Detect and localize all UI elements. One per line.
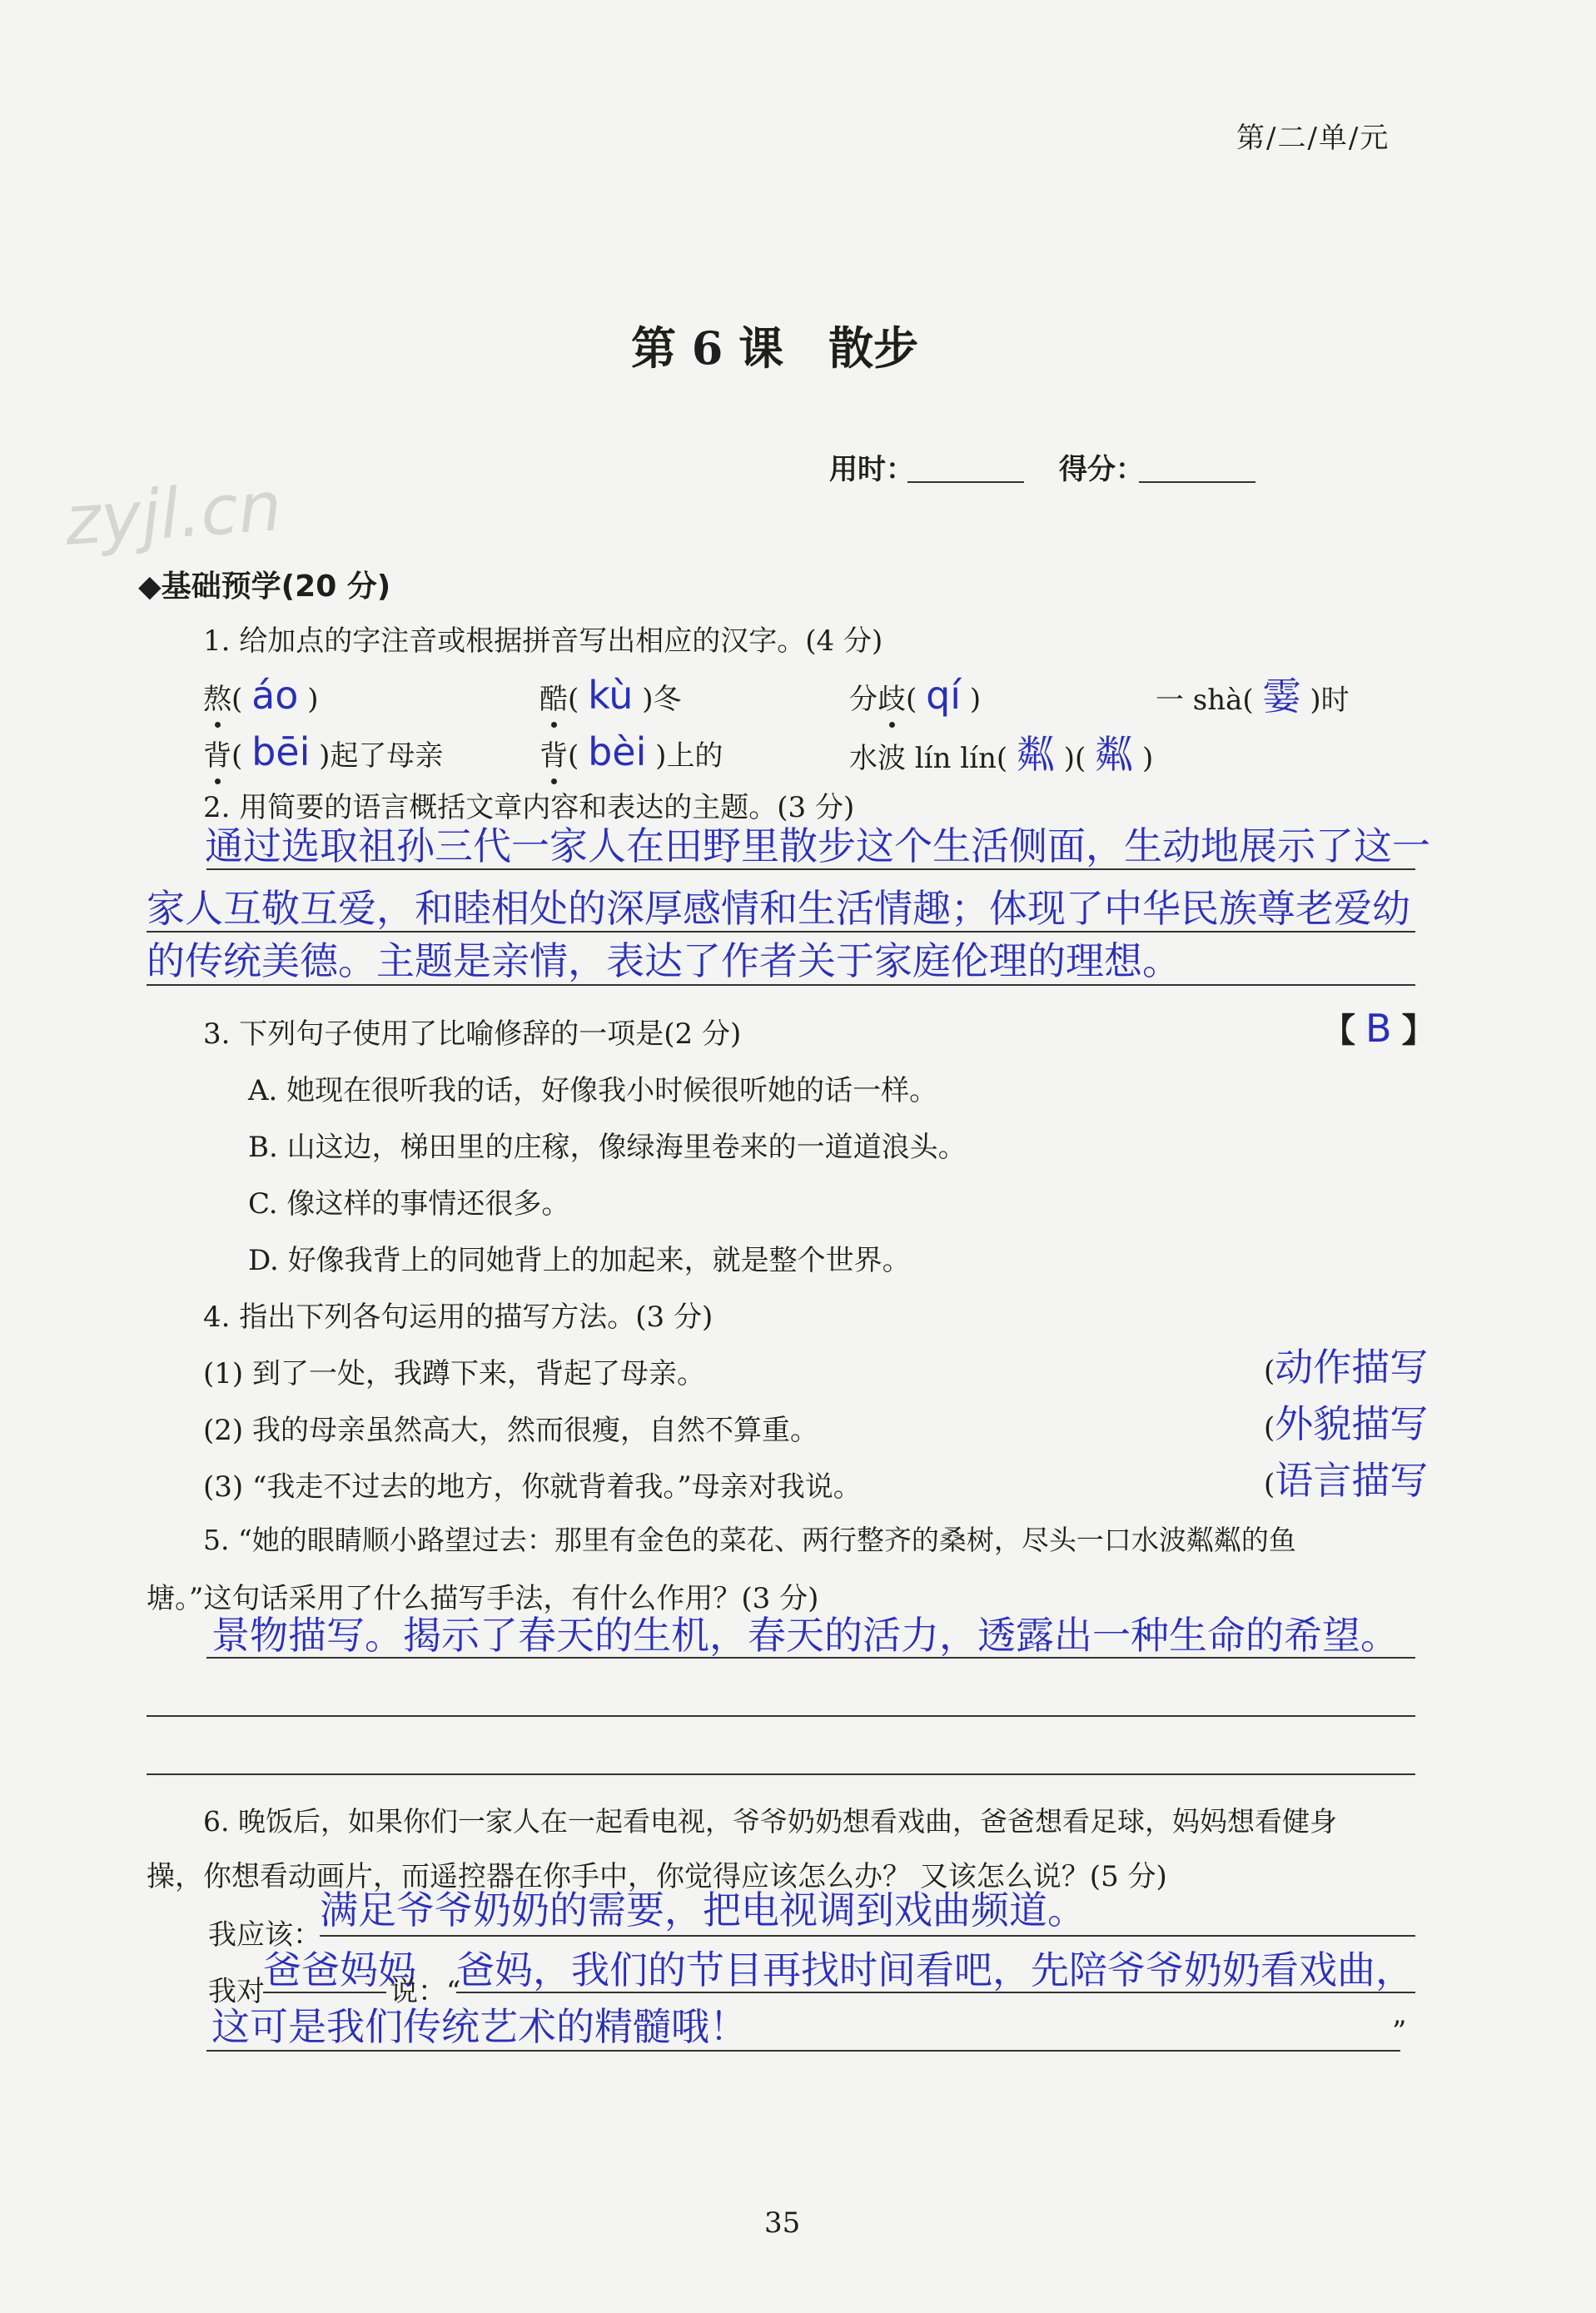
q1-item-2: 酷( kù )冬	[539, 673, 682, 718]
q4-answer-2: (外貌描写	[1264, 1401, 1429, 1446]
answer-line	[206, 2050, 1400, 2052]
answer: 粼	[1016, 732, 1055, 777]
answer: kù	[588, 673, 634, 718]
q2-prompt: 2. 用简要的语言概括文章内容和表达的主题。(3 分)	[203, 791, 855, 824]
q3-option-c: C. 像这样的事情还很多。	[248, 1187, 570, 1221]
q4-answer-1: (动作描写	[1264, 1345, 1429, 1390]
answer-line	[206, 868, 1415, 870]
q2-answer-line-2: 家人互敬互爱，和睦相处的深厚感情和生活情趣；体现了中华民族尊老爱幼	[147, 886, 1410, 931]
answer: bēi	[251, 729, 311, 774]
q6-close-quote: ”	[1392, 2015, 1407, 2048]
answer-line	[263, 1992, 386, 1993]
unit-header: 第/二/单/元	[1236, 122, 1390, 155]
q4-item-3: (3) “我走不过去的地方，你就背着我。”母亲对我说。	[203, 1470, 862, 1504]
q5-answer: 景物描写。揭示了春天的生机，春天的活力，透露出一种生命的希望。	[211, 1613, 1399, 1658]
answer-line	[147, 1773, 1415, 1775]
score-label: 得分：	[1059, 453, 1144, 486]
q4-answer-3: (语言描写	[1264, 1458, 1429, 1503]
q3-option-a: A. 她现在很听我的话，好像我小时候很听她的话一样。	[248, 1074, 938, 1107]
answer: 粼	[1095, 732, 1134, 777]
time-label: 用时：	[829, 453, 914, 486]
time-blank	[907, 481, 1024, 483]
q1-item-7: 水波 lín lín( 粼 )( 粼 )	[849, 732, 1154, 777]
q5-prompt-line-1: 5. “她的眼睛顺小路望过去：那里有金色的菜花、两行整齐的桑树，尽头一口水波粼粼的鱼	[203, 1524, 1296, 1556]
answer: 动作描写	[1275, 1345, 1429, 1390]
q3-option-d: D. 好像我背上的同她背上的加起来，就是整个世界。	[248, 1244, 911, 1277]
q4-prompt: 4. 指出下列各句运用的描写方法。(3 分)	[203, 1301, 713, 1334]
q6-should-label: 我应该：	[208, 1918, 321, 1952]
answer-line	[206, 1657, 1415, 1659]
q5-prompt-line-2: 塘。”这句话采用了什么描写手法，有什么作用？(3 分)	[147, 1582, 819, 1615]
q1-item-4: 一 shà( 霎 )时	[1156, 674, 1350, 719]
q6-say-pre: 我对	[208, 1975, 265, 2008]
answer-line	[456, 1992, 1415, 1993]
q1-item-1: 熬( áo )	[203, 673, 319, 718]
q1-item-5: 背( bēi )起了母亲	[203, 729, 444, 774]
answer: áo	[251, 673, 299, 718]
q3-answer-bracket: 【 B 】	[1322, 1006, 1435, 1051]
answer-line	[320, 1935, 1415, 1937]
q2-answer-line-1: 通过选取祖孙三代一家人在田野里散步这个生活侧面，生动地展示了这一	[205, 823, 1430, 868]
answer: 霎	[1262, 674, 1301, 719]
watermark: zyjl.cn	[62, 467, 285, 561]
q2-answer-line-3: 的传统美德。主题是亲情，表达了作者关于家庭伦理的理想。	[147, 938, 1181, 983]
section-title: ◆基础预学(20 分)	[138, 570, 391, 604]
q6-say-answer-2: 这可是我们传统艺术的精髓哦！	[211, 2004, 748, 2049]
q1-item-3: 分歧( qí )	[849, 673, 982, 718]
dotted-char: 熬	[203, 683, 231, 716]
answer: 外貌描写	[1275, 1401, 1429, 1446]
dotted-char: 背	[203, 739, 231, 773]
q6-prompt-line-2: 操，你想看动画片，而遥控器在你手中，你觉得应该怎么办？ 又该怎么说？(5 分)	[147, 1860, 1167, 1893]
score-blank	[1139, 481, 1255, 483]
answer: qí	[926, 673, 962, 718]
q6-say-who: 爸爸妈妈	[263, 1947, 416, 1992]
page-title: 第 6 课 散步	[631, 321, 919, 375]
q3-option-b: B. 山这边，梯田里的庄稼，像绿海里卷来的一道道浪头。	[248, 1131, 967, 1164]
dotted-char: 歧	[878, 683, 906, 716]
answer: bèi	[588, 729, 647, 774]
q1-prompt: 1. 给加点的字注音或根据拼音写出相应的汉字。(4 分)	[203, 624, 883, 658]
q3-prompt: 3. 下列句子使用了比喻修辞的一项是(2 分)	[203, 1017, 742, 1051]
q6-prompt-line-1: 6. 晚饭后，如果你们一家人在一起看电视，爷爷奶奶想看戏曲，爸爸想看足球，妈妈想看健身	[203, 1805, 1337, 1838]
q1-item-6: 背( bèi )上的	[539, 729, 723, 774]
answer: B	[1365, 1006, 1392, 1051]
answer-line	[147, 984, 1415, 986]
q6-say-answer-1: 爸妈，我们的节目再找时间看吧，先陪爷爷奶奶看戏曲，	[456, 1947, 1414, 1992]
q4-item-1: (1) 到了一处，我蹲下来，背起了母亲。	[203, 1357, 705, 1390]
answer: 语言描写	[1275, 1458, 1429, 1503]
answer-line	[147, 1715, 1415, 1717]
dotted-char: 背	[539, 739, 568, 773]
dotted-char: 酷	[539, 683, 568, 716]
q6-say-mid: 说：“	[390, 1975, 461, 2008]
q6-should-answer: 满足爷爷奶奶的需要，把电视调到戏曲频道。	[320, 1888, 1086, 1932]
q4-item-2: (2) 我的母亲虽然高大，然而很瘦，自然不算重。	[203, 1414, 818, 1447]
page-number: 35	[764, 2206, 801, 2240]
